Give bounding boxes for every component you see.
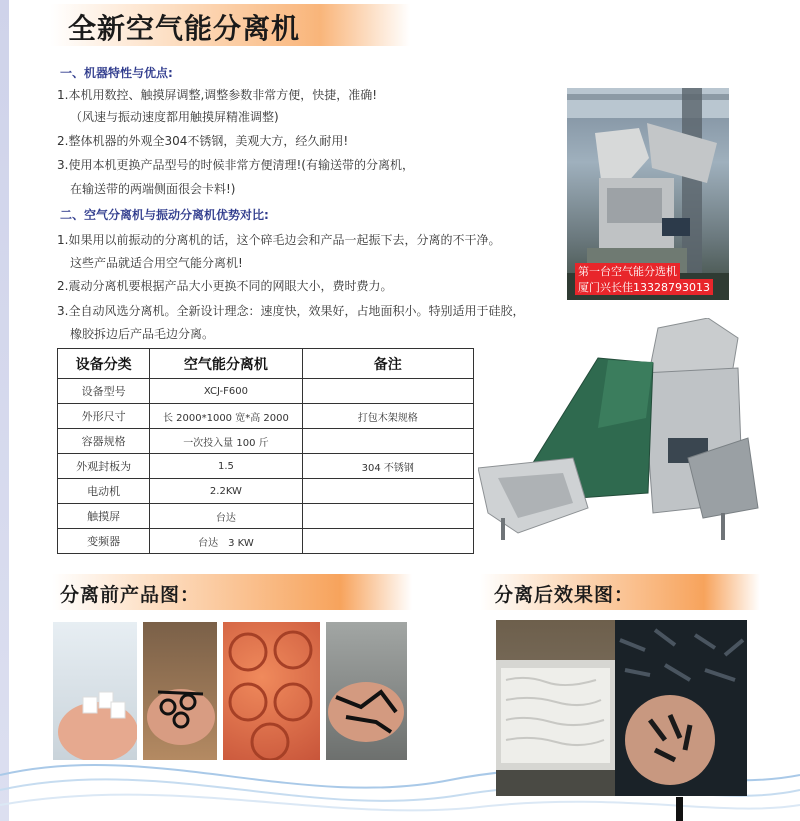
photo-caption-line2: 厦门兴长佳13328793013	[575, 279, 713, 295]
table-row	[58, 479, 474, 504]
compare-line: 3.全自动风选分离机。全新设计理念：速度快，效果好，占地面积小。特别适用于硅胶，	[57, 304, 525, 318]
page-title: 全新空气能分离机	[68, 12, 301, 45]
table-cell	[302, 379, 473, 404]
table-cell: 打包木架规格	[302, 404, 473, 429]
machine-image	[478, 318, 768, 543]
feature-line: 在输送带的两端侧面很会卡料!)	[70, 182, 236, 196]
table-cell	[302, 529, 473, 554]
table-header-row	[58, 349, 474, 379]
table-cell: 长 2000*1000 宽*高 2000	[150, 404, 302, 429]
table-row	[58, 429, 474, 454]
feature-line: （风速与振动速度都用触摸屏精准调整)	[70, 110, 279, 124]
table-cell: 电动机	[58, 479, 150, 504]
table-cell: 触摸屏	[58, 504, 150, 529]
left-accent-bar	[0, 0, 9, 821]
table-cell: 2.2KW	[150, 479, 302, 504]
before-photo-black-flash	[326, 622, 407, 760]
table-cell	[302, 429, 473, 454]
table-cell	[302, 479, 473, 504]
feature-line: 2.整体机器的外观全304不锈钢，美观大方，经久耐用!	[57, 134, 349, 148]
table-header: 空气能分离机	[150, 349, 302, 379]
before-photo-white	[53, 622, 137, 760]
table-row	[58, 454, 474, 479]
after-photo-black-parts	[615, 620, 747, 796]
table-cell: 304 不锈钢	[302, 454, 473, 479]
table-header: 备注	[302, 349, 473, 379]
table-row	[58, 504, 474, 529]
table-row	[58, 379, 474, 404]
section2-heading: 二、空气分离机与振动分离机优势对比:	[60, 208, 269, 222]
compare-line: 2.震动分离机要根据产品大小更换不同的网眼大小，费时费力。	[57, 279, 393, 293]
table-cell: 外观封板为	[58, 454, 150, 479]
before-photo-black	[143, 622, 217, 760]
feature-line: 1.本机用数控、触摸屏调整,调整参数非常方便，快捷，准确!	[57, 88, 378, 102]
table-cell: 容器规格	[58, 429, 150, 454]
table-cell: 1.5	[150, 454, 302, 479]
table-cell	[302, 504, 473, 529]
table-cell: 外形尺寸	[58, 404, 150, 429]
compare-line: 1.如果用以前振动的分离机的话，这个碎毛边会和产品一起振下去，分离的不干净。	[57, 233, 501, 247]
table-cell: 一次投入量 100 斤	[150, 429, 302, 454]
exhibition-photo	[567, 88, 729, 300]
compare-line: 橡胶拆边后产品毛边分离。	[70, 327, 215, 341]
table-cell: 台达 3 KW	[150, 529, 302, 554]
table-cell: 变频器	[58, 529, 150, 554]
feature-line: 3.使用本机更换产品型号的时候非常方便清理!(有输送带的分离机，	[57, 158, 414, 172]
spec-table	[57, 348, 474, 554]
bottom-mark	[676, 797, 683, 821]
photo-caption-line1: 第一台空气能分选机	[575, 263, 680, 279]
before-photo-red-sheet	[223, 622, 320, 760]
after-photo-tray	[496, 620, 615, 796]
table-cell: 台达	[150, 504, 302, 529]
before-section-title: 分离前产品图：	[60, 584, 201, 606]
compare-line: 这些产品就适合用空气能分离机!	[70, 256, 243, 270]
table-cell: XCJ-F600	[150, 379, 302, 404]
table-row	[58, 529, 474, 554]
table-row	[58, 404, 474, 429]
after-section-title: 分离后效果图：	[494, 584, 635, 606]
table-header: 设备分类	[58, 349, 150, 379]
table-cell: 设备型号	[58, 379, 150, 404]
section1-heading: 一、机器特性与优点:	[60, 66, 173, 80]
